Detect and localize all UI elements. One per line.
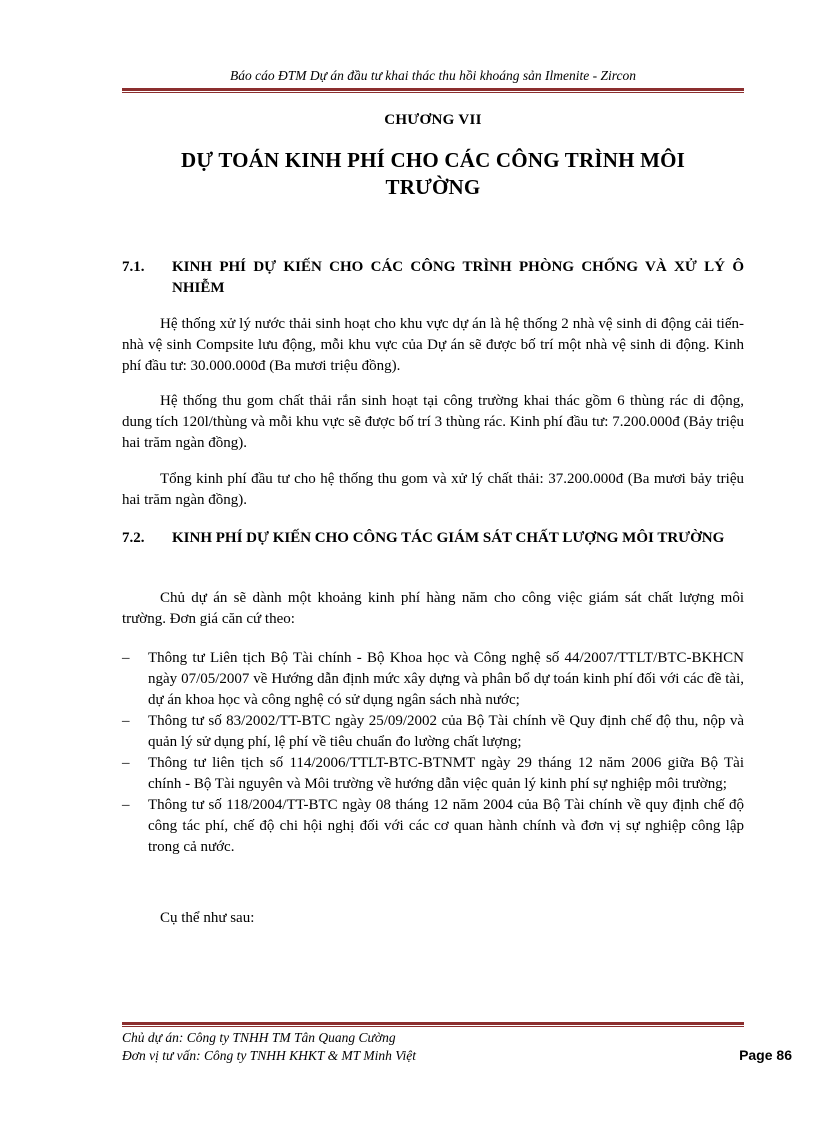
paragraph-monitoring-intro: Chủ dự án sẽ dành một khoảng kinh phí hàng năm cho công việc giám sát chất lượng môi trường. Đơn giá căn cứ theo: [122, 590, 744, 627]
paragraph-total-cost: Tổng kinh phí đầu tư cho hệ thống thu gom và xử lý chất thải: 37.200.000đ (Ba mươi bảy triệu hai trăm ngàn đồng). [122, 471, 744, 508]
bullet-dash: – [122, 797, 130, 813]
footer-rule [122, 1022, 744, 1027]
regulation-list [122, 648, 744, 858]
list-item-text: Thông tư liên tịch số 114/2006/TTLT-BTC-BTNMT ngày 29 tháng 12 năm 2006 giữa Bộ Tài chính - Bộ Tài nguyên và Môi trường về hướng dẫn việc quản lý kinh phí sự nghiệp môi trường; [148, 755, 744, 792]
bullet-dash: – [122, 650, 130, 666]
section-heading-7-1 [122, 257, 744, 299]
chapter-title-line-2: TRƯỜNG [385, 175, 481, 199]
bullet-dash: – [122, 755, 130, 771]
footer-owner: Chủ dự án: Công ty TNHH TM Tân Quang Cường [122, 1030, 396, 1045]
section-title: KINH PHÍ DỰ KIẾN CHO CÁC CÔNG TRÌNH PHÒNG CHỐNG VÀ XỬ LÝ Ô NHIỄM [172, 259, 744, 296]
list-item [122, 648, 744, 711]
footer-consultant: Đơn vị tư vấn: Công ty TNHH KHKT & MT Minh Việt [122, 1048, 416, 1063]
section-number: 7.2. [122, 530, 145, 546]
chapter-title [122, 147, 744, 201]
running-header: Báo cáo ĐTM Dự án đầu tư khai thác thu hồi khoáng sản Ilmenite - Zircon [229, 68, 637, 83]
list-item [122, 795, 744, 858]
paragraph-closing: Cụ thể như sau: [160, 910, 255, 926]
footer [122, 1029, 792, 1065]
section-heading-7-2 [122, 528, 744, 549]
paragraph-toilets: Hệ thống xử lý nước thải sinh hoạt cho khu vực dự án là hệ thống 2 nhà vệ sinh di động cải tiến- nhà vệ sinh Compsite lưu động, mỗi khu vực của Dự án sẽ được bố trí một nhà vệ sinh di động. Kinh phí đầu tư: 30.000.000đ (Ba mươi triệu đồng). [122, 316, 744, 374]
list-item-text: Thông tư Liên tịch Bộ Tài chính - Bộ Khoa học và Công nghệ số 44/2007/TTLT/BTC-BKHCN ngày 07/05/2007 về Hướng dẫn định mức xây dựng và phân bổ dự toán kinh phí đối với các đề tài, dự án khoa học và công nghệ có sử dụng ngân sách nhà nước; [148, 650, 744, 708]
section-number: 7.1. [122, 259, 145, 275]
list-item [122, 753, 744, 795]
bullet-dash: – [122, 713, 130, 729]
list-item-text: Thông tư số 118/2004/TT-BTC ngày 08 tháng 12 năm 2004 của Bộ Tài chính về quy định chế độ công tác phí, chế độ chi hội nghị đối với các cơ quan hành chính và đơn vị sự nghiệp công lập trong cả nước. [148, 797, 744, 855]
chapter-label: CHƯƠNG VII [384, 112, 482, 128]
section-title: KINH PHÍ DỰ KIẾN CHO CÔNG TÁC GIÁM SÁT CHẤT LƯỢNG MÔI TRƯỜNG [172, 530, 725, 546]
chapter-title-line-1: DỰ TOÁN KINH PHÍ CHO CÁC CÔNG TRÌNH MÔI [180, 148, 686, 172]
page-number: Page 86 [739, 1047, 792, 1063]
header-rule [122, 88, 744, 93]
list-item-text: Thông tư số 83/2002/TT-BTC ngày 25/09/2002 của Bộ Tài chính về Quy định chế độ thu, nộp và quản lý sử dụng phí, lệ phí về tiêu chuẩn đo lường chất lượng; [148, 713, 744, 750]
paragraph-waste-bins: Hệ thống thu gom chất thải rắn sinh hoạt tại công trường khai thác gồm 6 thùng rác di động, dung tích 120l/thùng và mỗi khu vực sẽ được bố trí 3 thùng rác. Kinh phí đầu tư: 7.200.000đ (Bảy triệu hai trăm ngàn đồng). [122, 393, 744, 451]
list-item [122, 711, 744, 753]
